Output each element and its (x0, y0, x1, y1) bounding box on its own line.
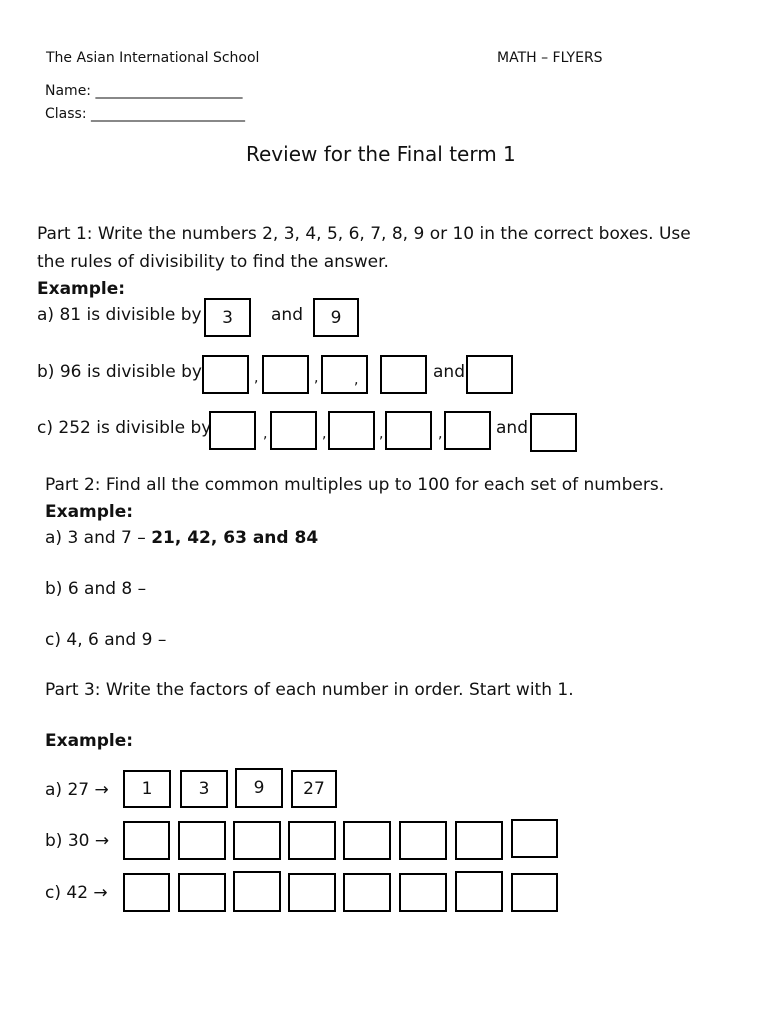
part3-b-factor-box[interactable] (343, 821, 391, 860)
part1-c-label: c) 252 is divisible by (37, 418, 212, 438)
part1-c-and: and (496, 418, 528, 438)
comma: , (379, 426, 384, 442)
part3-b-factor-box[interactable] (178, 821, 226, 860)
part3-a-factor-box: 1 (123, 770, 171, 808)
comma: , (438, 426, 443, 442)
part3-b-factor-box[interactable] (288, 821, 336, 860)
part2-instruction: Part 2: Find all the common multiples up to 100 for each set of numbers. (45, 475, 665, 495)
part3-c-factor-box[interactable] (123, 873, 170, 912)
part3-c-factor-box[interactable] (178, 873, 226, 912)
part1-b-answer-box[interactable] (262, 355, 309, 394)
comma: , (263, 426, 268, 442)
part3-b-factor-box[interactable] (233, 821, 281, 860)
part3-example-label: Example: (45, 731, 134, 751)
part3-a-factor-box: 9 (235, 768, 283, 808)
page-title: Review for the Final term 1 (246, 142, 516, 166)
part1-c-answer-box[interactable] (328, 411, 375, 450)
comma: , (322, 426, 327, 442)
part1-b-label: b) 96 is divisible by (37, 362, 202, 382)
part3-b-factor-box[interactable] (399, 821, 447, 860)
comma: , (354, 372, 359, 388)
part3-a-label: a) 27 → (45, 780, 109, 800)
subject-label: MATH – FLYERS (497, 50, 603, 66)
part1-c-answer-box[interactable] (385, 411, 432, 450)
part1-b-answer-box[interactable] (321, 355, 368, 394)
part3-c-factor-box[interactable] (511, 873, 558, 912)
part1-c-answer-box[interactable] (270, 411, 317, 450)
part1-a-and: and (271, 305, 303, 325)
part1-a-label: a) 81 is divisible by (37, 305, 202, 325)
part1-b-and: and (433, 362, 465, 382)
part1-instruction-line1: Part 1: Write the numbers 2, 3, 4, 5, 6, 7, 8, 9 or 10 in the correct boxes. Use (37, 224, 691, 244)
part3-b-label: b) 30 → (45, 831, 110, 851)
part2-a-prefix: a) 3 and 7 – (45, 528, 152, 548)
part1-a-answer-box-2: 9 (313, 298, 359, 337)
part3-c-factor-box[interactable] (288, 873, 336, 912)
part3-c-factor-box[interactable] (399, 873, 447, 912)
part1-c-answer-box[interactable] (444, 411, 491, 450)
part1-b-answer-box[interactable] (466, 355, 513, 394)
name-field: Name: _____________________ (45, 83, 243, 99)
comma: , (314, 370, 319, 386)
part1-instruction-line2: the rules of divisibility to find the answer. (37, 252, 389, 272)
part2-example-label: Example: (45, 502, 134, 522)
part1-a-answer-box-1: 3 (204, 298, 251, 337)
part2-b-label: b) 6 and 8 – (45, 579, 147, 599)
part3-b-factor-box[interactable] (455, 821, 503, 860)
part3-b-factor-box[interactable] (511, 819, 558, 858)
part1-b-answer-box[interactable] (202, 355, 249, 394)
class-field: Class: ______________________ (45, 106, 245, 122)
part3-c-factor-box[interactable] (343, 873, 391, 912)
part2-c-label: c) 4, 6 and 9 – (45, 630, 167, 650)
part2-a-answer: 21, 42, 63 and 84 (151, 528, 319, 548)
part2-a-line (45, 528, 318, 548)
comma: , (254, 370, 259, 386)
part3-c-label: c) 42 → (45, 883, 108, 903)
part3-b-factor-box[interactable] (123, 821, 170, 860)
part3-a-factor-box: 27 (291, 770, 337, 808)
school-name: The Asian International School (46, 50, 260, 66)
part3-a-factor-box: 3 (180, 770, 228, 808)
part1-example-label: Example: (37, 279, 126, 299)
part3-instruction: Part 3: Write the factors of each number in order. Start with 1. (45, 680, 574, 700)
part1-b-answer-box[interactable] (380, 355, 427, 394)
part1-c-answer-box[interactable] (530, 413, 577, 452)
part3-c-factor-box[interactable] (233, 871, 281, 912)
part3-c-factor-box[interactable] (455, 871, 503, 912)
part1-c-answer-box[interactable] (209, 411, 256, 450)
